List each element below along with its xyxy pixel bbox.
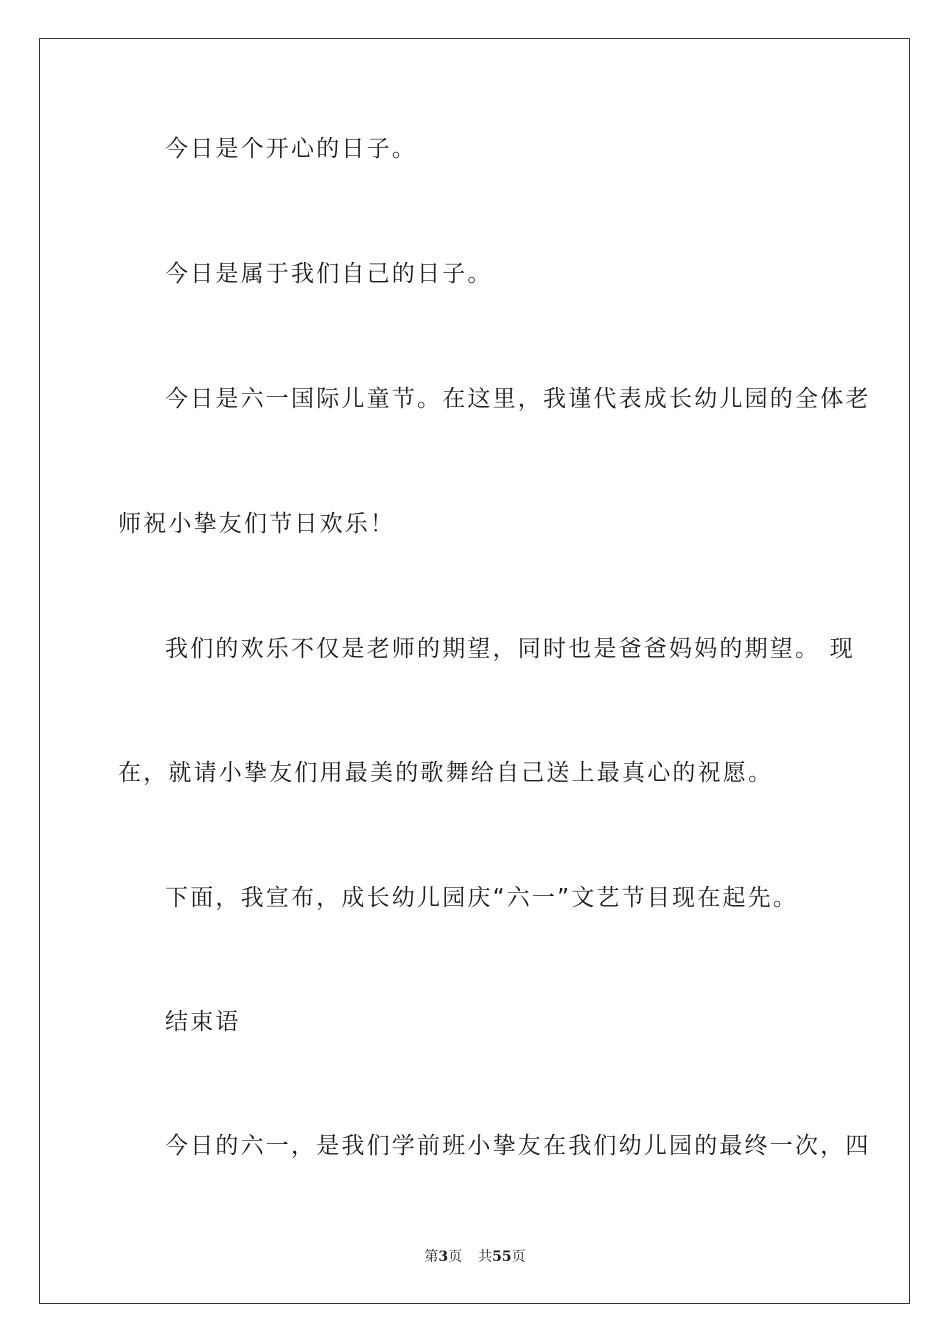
paragraph-line: 下面，我宣布，成长幼儿园庆“六一”文艺节目现在起先。 [165, 885, 799, 911]
section-heading: 结束语 [165, 1009, 241, 1035]
paragraph-line: 师祝小挚友们节日欢乐！ [118, 511, 396, 537]
total-suffix: 页 [511, 1249, 526, 1265]
paragraph-line: 在，就请小挚友们用最美的歌舞给自己送上最真心的祝愿。 [118, 760, 774, 786]
page-suffix: 页 [448, 1249, 463, 1265]
page-number: 3 [438, 1249, 449, 1265]
paragraph-line: 今日是属于我们自己的日子。 [165, 261, 493, 287]
paragraph-line: 今日是六一国际儿童节。在这里，我谨代表成长幼儿园的全体老 [165, 386, 871, 412]
page-prefix: 第 [424, 1249, 439, 1265]
total-prefix: 共 [478, 1249, 493, 1265]
paragraph-line: 今日的六一，是我们学前班小挚友在我们幼儿园的最终一次，四 [165, 1133, 871, 1159]
paragraph-line: 我们的欢乐不仅是老师的期望，同时也是爸爸妈妈的期望。 现 [165, 636, 855, 662]
paragraph-line: 今日是个开心的日子。 [165, 136, 417, 162]
page-border [39, 38, 910, 1304]
page-footer [0, 1247, 950, 1267]
total-pages: 55 [492, 1249, 512, 1265]
